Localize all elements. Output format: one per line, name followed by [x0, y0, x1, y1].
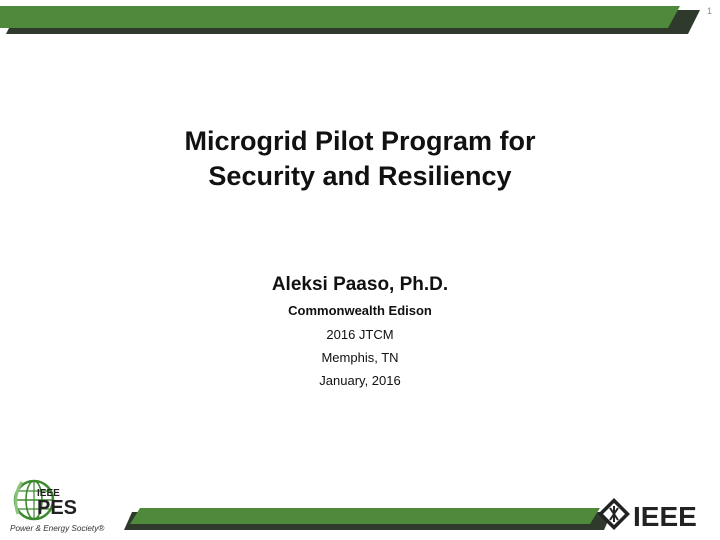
- ieee-logo: [596, 494, 716, 534]
- slide-title-line-1: Microgrid Pilot Program for: [184, 126, 536, 156]
- organization: Commonwealth Edison: [288, 303, 432, 318]
- ieee-logo-text: IEEE: [633, 501, 697, 532]
- top-banner-green: [0, 6, 680, 28]
- pes-logo-main-text: PES: [37, 497, 78, 519]
- pes-logo-tagline: Power & Energy Society®: [10, 524, 105, 533]
- slide-title: [0, 124, 720, 194]
- pes-logo-ieee-text: IEEE: [37, 488, 60, 499]
- event-name: 2016 JTCM: [326, 327, 394, 342]
- top-banner: [0, 0, 720, 34]
- event-location: Memphis, TN: [321, 350, 399, 365]
- ieee-diamond-icon: [598, 498, 630, 530]
- bottom-banner-green: [130, 508, 600, 524]
- author-name: Aleksi Paaso, Ph.D.: [271, 274, 449, 295]
- slide-title-line-2: Security and Resiliency: [208, 161, 512, 191]
- ieee-pes-logo: [8, 470, 130, 536]
- event-date: January, 2016: [319, 373, 401, 388]
- slide-number: 1: [706, 6, 712, 16]
